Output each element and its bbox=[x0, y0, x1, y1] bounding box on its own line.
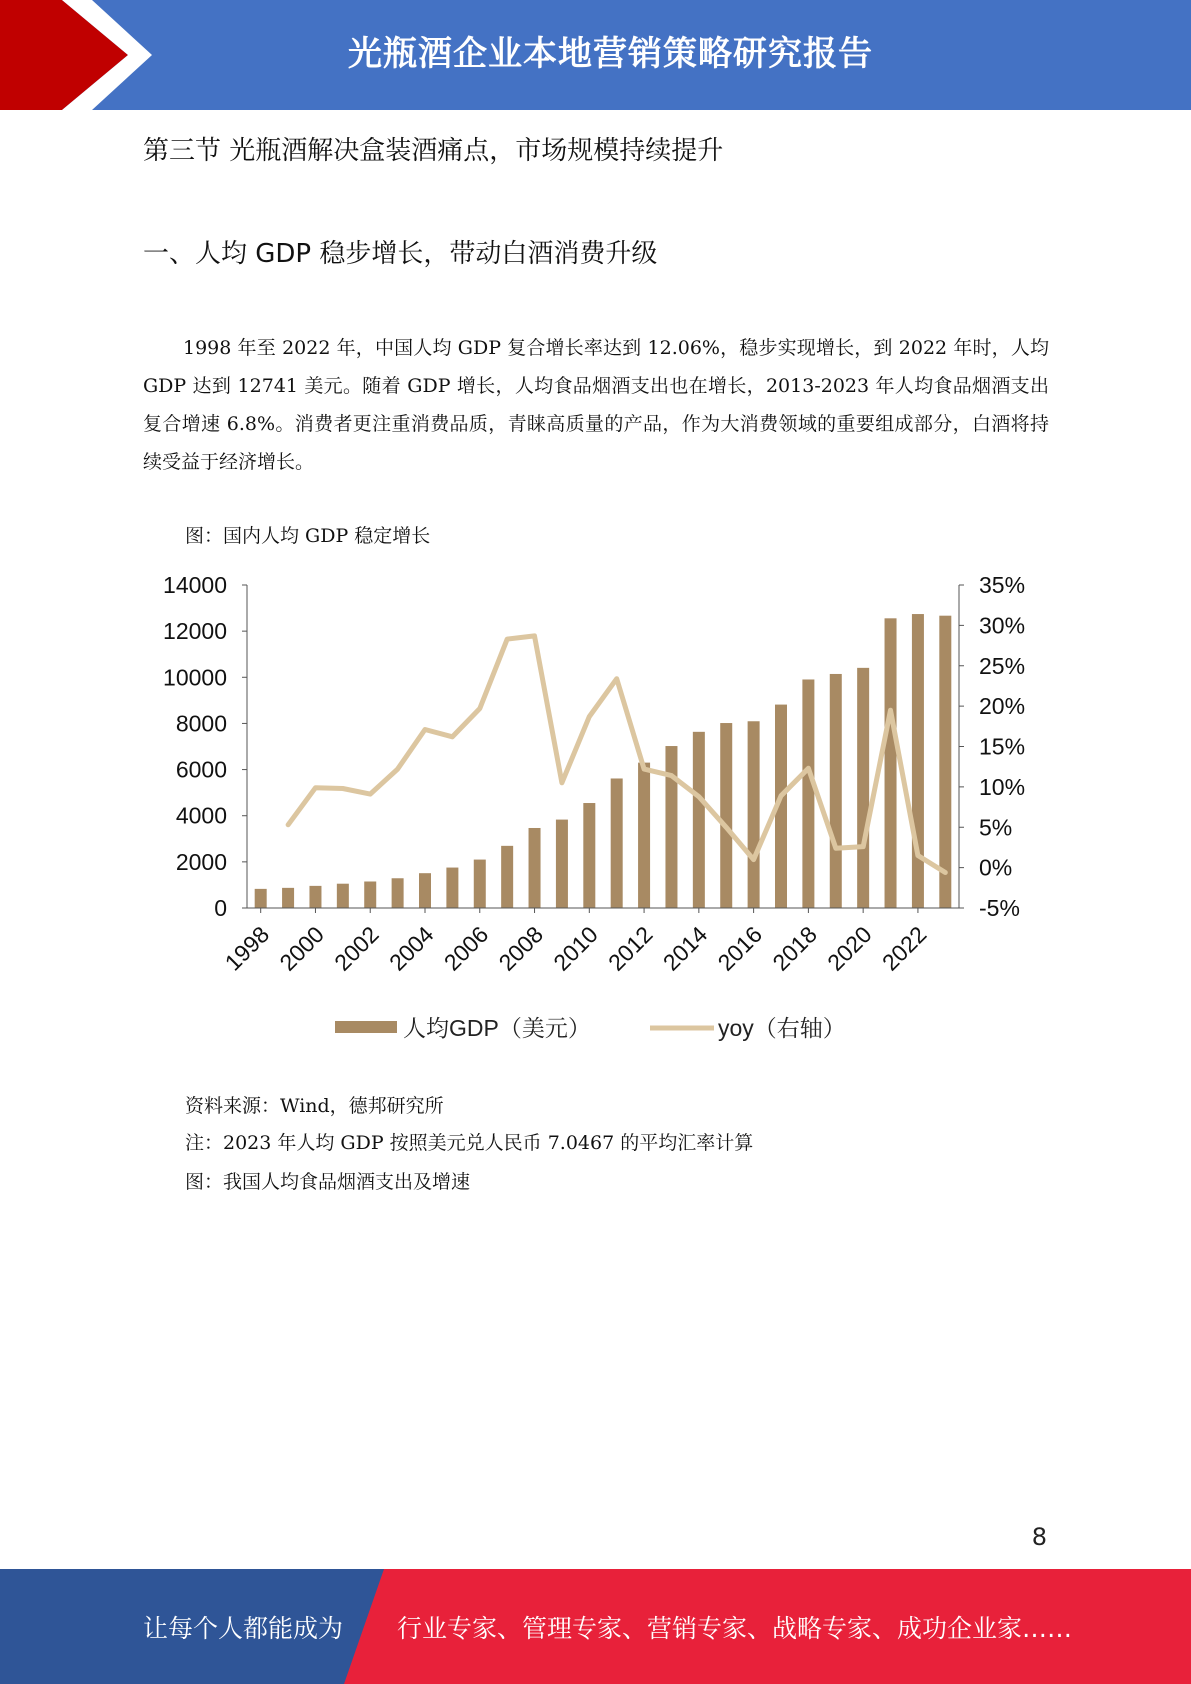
legend-gdp-swatch bbox=[335, 1021, 397, 1033]
right-tick-label: -5% bbox=[979, 895, 1020, 921]
x-tick-label: 2020 bbox=[822, 921, 877, 976]
right-tick-label: 10% bbox=[979, 773, 1026, 800]
gdp-bar-2007 bbox=[501, 846, 513, 908]
x-tick-label: 2002 bbox=[329, 921, 384, 976]
gdp-bar-2006 bbox=[474, 860, 486, 908]
gdp-chart bbox=[133, 560, 1053, 1050]
gdp-bar-2005 bbox=[446, 868, 458, 908]
left-tick-label: 10000 bbox=[163, 664, 227, 691]
left-tick-label: 6000 bbox=[175, 756, 227, 783]
right-tick-label: 20% bbox=[979, 693, 1026, 720]
gdp-bar-2002 bbox=[364, 881, 376, 908]
gdp-bar-2001 bbox=[337, 884, 349, 908]
figure-caption: 图：国内人均 GDP 稳定增长 bbox=[185, 525, 431, 547]
x-tick-label: 2018 bbox=[767, 921, 822, 976]
x-tick-label: 1998 bbox=[219, 921, 275, 976]
x-tick-label: 2012 bbox=[603, 921, 658, 976]
left-tick-label: 8000 bbox=[175, 710, 227, 737]
left-tick-label: 14000 bbox=[163, 572, 227, 598]
gdp-bar-1999 bbox=[282, 888, 294, 908]
source-note: 资料来源：Wind，德邦研究所 bbox=[185, 1095, 444, 1117]
left-tick-label: 4000 bbox=[175, 802, 227, 829]
x-tick-label: 2000 bbox=[274, 921, 329, 976]
gdp-bar-2009 bbox=[556, 820, 568, 908]
body-paragraph: 1998 年至 2022 年，中国人均 GDP 复合增长率达到 12.06%，稳步实现增长，到 2022 年时，人均 GDP 达到 12741 美元。随着 GDP 增长，人均食品烟酒支出也在增长，2013-2023 年人均食品烟酒支出复合增速 6.8%。消费者更注重消费品质，青睐高质量的产品，作为大消费领域的重要组成部分，白酒将持续受益于经济增长。 bbox=[143, 337, 1049, 473]
right-tick-label: 25% bbox=[979, 652, 1026, 679]
x-tick-label: 2016 bbox=[712, 921, 768, 976]
legend-gdp-label: 人均GDP（美元） bbox=[403, 1015, 591, 1041]
gdp-bar-2016 bbox=[748, 721, 760, 908]
x-tick-label: 2006 bbox=[438, 921, 494, 976]
right-tick-label: 5% bbox=[979, 814, 1013, 841]
page-footer bbox=[0, 1569, 1191, 1684]
x-tick-label: 2014 bbox=[657, 921, 713, 976]
footer-slogan: 让每个人都能成为 bbox=[143, 1614, 344, 1643]
gdp-bar-2015 bbox=[720, 723, 732, 908]
gdp-bar-2004 bbox=[419, 873, 431, 908]
x-tick-label: 2004 bbox=[383, 921, 439, 976]
gdp-bar-2021 bbox=[885, 618, 897, 908]
figure-caption-2: 图：我国人均食品烟酒支出及增速 bbox=[185, 1171, 471, 1193]
x-tick-label: 2022 bbox=[876, 921, 932, 976]
page-header bbox=[0, 0, 1191, 110]
x-tick-label: 2008 bbox=[493, 921, 549, 976]
page-number: 8 bbox=[1031, 1523, 1047, 1551]
sub-heading: 一、人均 GDP 稳步增长，带动白酒消费升级 bbox=[143, 239, 658, 269]
left-tick-label: 12000 bbox=[163, 618, 227, 645]
gdp-bar-2011 bbox=[611, 778, 623, 908]
gdp-bar-2019 bbox=[830, 674, 842, 908]
legend-yoy-label: yoy（右轴） bbox=[718, 1015, 846, 1041]
gdp-bar-2000 bbox=[309, 886, 321, 908]
right-tick-label: 35% bbox=[979, 572, 1026, 598]
x-tick-label: 2010 bbox=[548, 921, 603, 976]
section-heading: 第三节 光瓶酒解决盒装酒痛点，市场规模持续提升 bbox=[143, 136, 724, 166]
gdp-bar-2003 bbox=[392, 878, 404, 908]
gdp-bar-2014 bbox=[693, 732, 705, 908]
gdp-bar-2010 bbox=[583, 803, 595, 908]
gdp-bar-2012 bbox=[638, 763, 650, 908]
gdp-bar-2018 bbox=[802, 679, 814, 908]
footer-roles: 行业专家、管理专家、营销专家、战略专家、成功企业家…… bbox=[397, 1614, 1073, 1643]
report-title: 光瓶酒企业本地营销策略研究报告 bbox=[348, 34, 873, 74]
gdp-bar-1998 bbox=[255, 889, 267, 908]
gdp-bar-2022 bbox=[912, 614, 924, 908]
right-tick-label: 0% bbox=[979, 854, 1013, 881]
left-tick-label: 2000 bbox=[175, 848, 227, 875]
gdp-bar-2020 bbox=[857, 668, 869, 908]
gdp-bar-2013 bbox=[665, 746, 677, 908]
exchange-rate-note: 注：2023 年人均 GDP 按照美元兑人民币 7.0467 的平均汇率计算 bbox=[185, 1132, 754, 1154]
right-tick-label: 30% bbox=[979, 612, 1026, 639]
left-tick-label: 0 bbox=[214, 895, 227, 921]
gdp-bar-2023 bbox=[939, 616, 951, 908]
gdp-bar-2008 bbox=[529, 828, 541, 908]
right-tick-label: 15% bbox=[979, 733, 1026, 760]
